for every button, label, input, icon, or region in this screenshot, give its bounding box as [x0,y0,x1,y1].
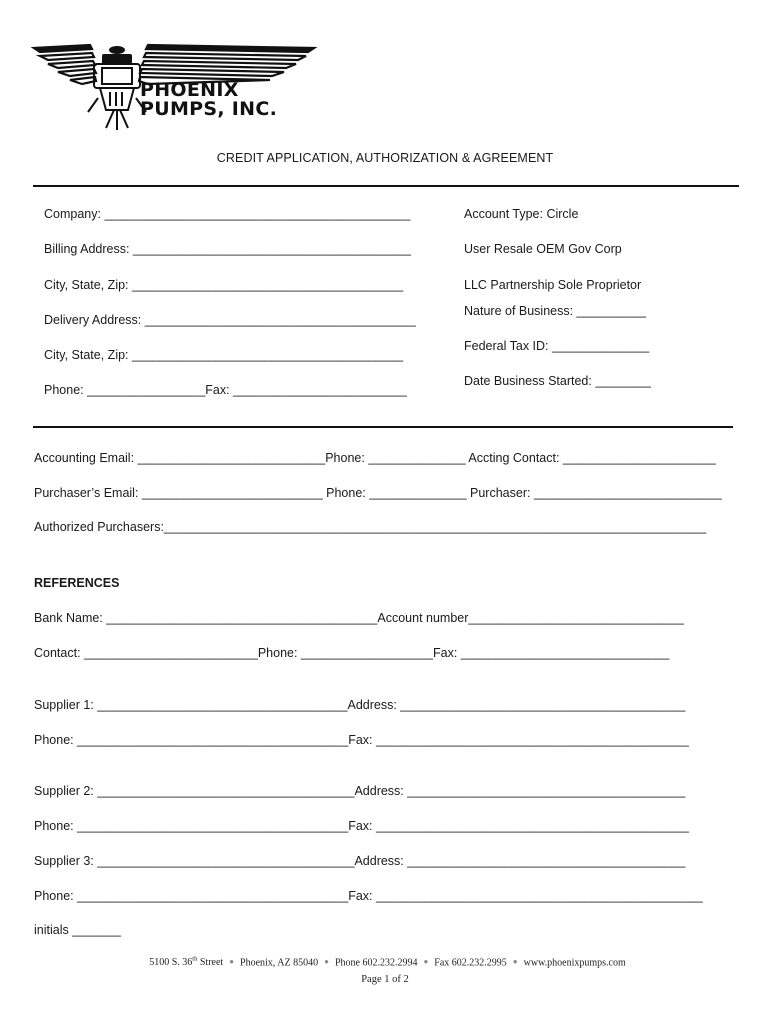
bullet-icon: ● [512,957,518,967]
delivery-address-field[interactable]: Delivery Address: _______________________________________ [44,313,416,327]
supplier-2-phone-row[interactable]: Phone: _______________________________________Fax: _____________________________________________ [34,819,689,833]
company-field[interactable]: Company: ____________________________________________ [44,207,411,221]
bullet-icon: ● [423,957,429,967]
form-title: CREDIT APPLICATION, AUTHORIZATION & AGREEMENT [216,151,554,165]
federal-tax-id-field[interactable]: Federal Tax ID: ______________ [464,339,650,353]
initials-field[interactable]: initials _______ [34,923,121,937]
supplier-1-row[interactable]: Supplier 1: ____________________________________Address: _________________________________________ [34,698,686,712]
company-logo [30,40,320,135]
purchaser-contact-row[interactable]: Purchaser’s Email: __________________________ Phone: ______________ Purchaser: ___________________________ [34,486,722,500]
account-type-label: Account Type: Circle [464,207,579,221]
billing-city-state-zip-field[interactable]: City, State, Zip: _______________________________________ [44,278,404,292]
header-divider [33,185,739,187]
references-heading: REFERENCES [34,576,120,590]
bank-reference-row[interactable]: Bank Name: _______________________________________Account number_______________________________ [34,611,684,625]
supplier-1-phone-row[interactable]: Phone: _______________________________________Fax: _____________________________________________ [34,733,689,747]
footer-website-link[interactable]: www.phoenixpumps.com [523,957,626,969]
logo-text-line1: PHOENIX [140,79,239,101]
accounting-contact-row[interactable]: Accounting Email: ___________________________Phone: ______________ Accting Contact: ______________________ [34,451,716,465]
bank-contact-row[interactable]: Contact: _________________________Phone: ___________________Fax: ______________________________ [34,646,670,660]
supplier-3-phone-row[interactable]: Phone: _______________________________________Fax: _______________________________________________ [34,889,703,903]
footer-contact-line [0,945,770,968]
footer-phone: Phone 602.232.2994 [334,957,418,969]
delivery-city-state-zip-field[interactable]: City, State, Zip: _______________________________________ [44,348,404,362]
bullet-icon: ● [324,957,329,967]
nature-of-business-field[interactable]: Nature of Business: __________ [464,304,647,318]
footer-city: Phoenix, AZ 85040 [240,957,319,969]
supplier-2-row[interactable]: Supplier 2: _____________________________________Address: ________________________________________ [34,784,686,798]
phone-fax-field[interactable]: Phone: _________________Fax: _________________________ [44,383,407,397]
date-business-started-field[interactable]: Date Business Started: ________ [464,374,651,388]
account-type-options-row1[interactable]: User Resale OEM Gov Corp [464,242,622,256]
account-type-options-row2[interactable]: LLC Partnership Sole Proprietor [464,278,642,292]
billing-address-field[interactable]: Billing Address: ________________________________________ [44,242,412,256]
footer-address: 5100 S. 36th Street [149,956,224,969]
logo-text-line2: PUMPS, INC. [140,98,278,120]
section-divider [33,426,733,428]
page-number: Page 1 of 2 [361,974,409,985]
footer-fax: Fax 602.232.2995 [434,957,507,969]
authorized-purchasers-field[interactable]: Authorized Purchasers:______________________________________________________________________________ [34,520,707,534]
supplier-3-row[interactable]: Supplier 3: _____________________________________Address: ________________________________________ [34,854,686,868]
bullet-icon: ● [229,957,235,967]
